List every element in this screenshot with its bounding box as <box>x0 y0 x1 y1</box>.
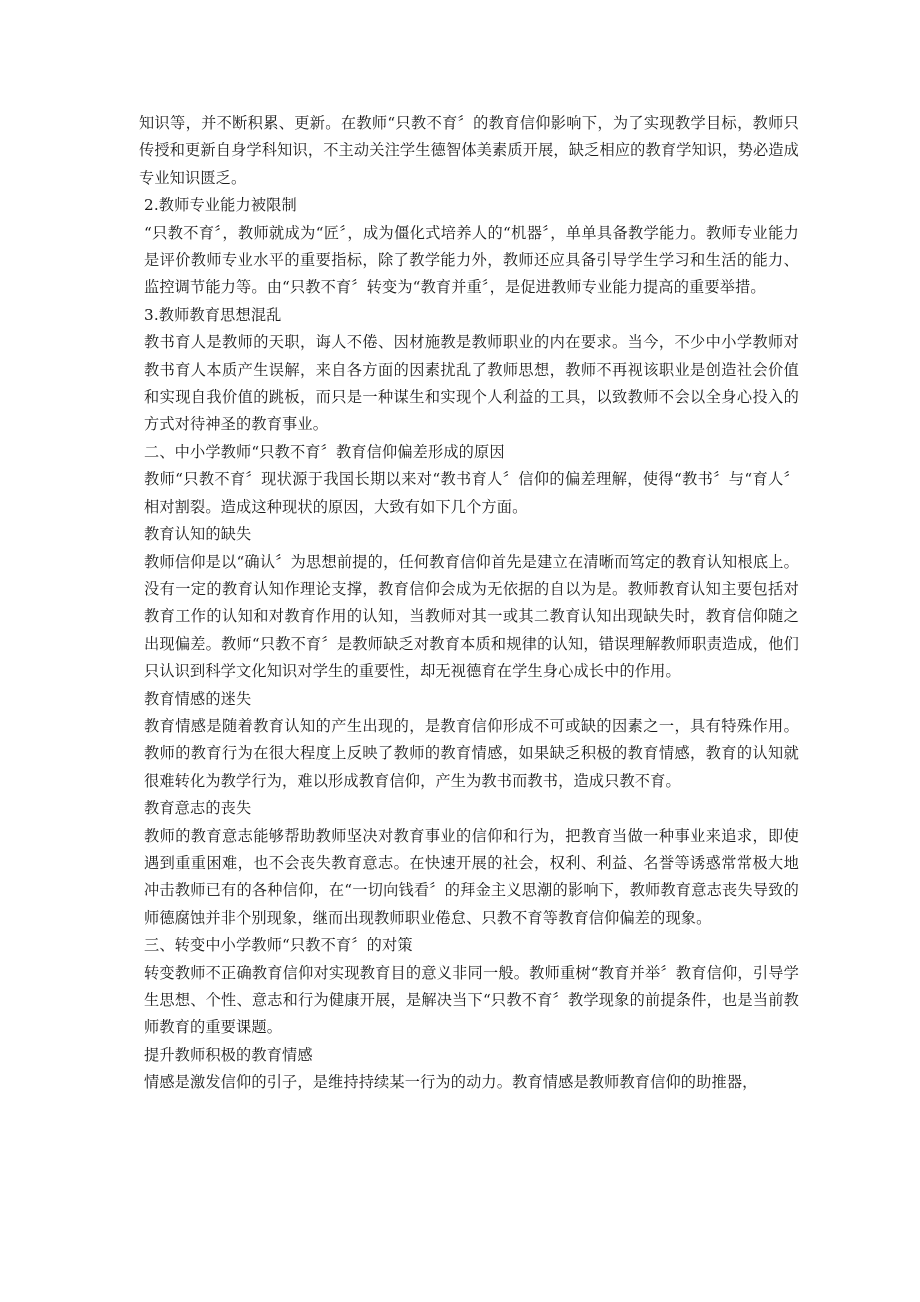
document-page <box>139 110 799 1097</box>
heading-emotion: 教育情感的迷失 <box>144 689 252 708</box>
paragraph-11: 教育情感是随着教育认知的产生出现的，是教育信仰形成不可或缺的因素之一，具有特殊作用。教师的教育行为在很大程度上反映了教师的教育情感，如果缺乏积极的教育情感，教育的认知就很难转化为教学行为，难以形成教育信仰，产生为教书而教书，造成只教不育。 <box>144 716 799 790</box>
heading-cognition: 教育认知的缺失 <box>144 525 252 544</box>
paragraph-1: 知识等，并不断积累、更新。在教师“只教不育〞的教育信仰影响下，为了实现教学目标，教师只传授和更新自身学科知识，不主动关注学生德智体美素质开展，缺乏相应的教育学知识，势必造成专业知识匮乏。 <box>139 114 799 187</box>
paragraph-9: 教师信仰是以“确认〞为思想前提的，任何教育信仰首先是建立在清晰而笃定的教育认知根底上。没有一定的教育认知作理论支撑，教育信仰会成为无依据的自以为是。教师教育认知主要包括对教育工作的认知和对教育作用的认知，当教师对其一或其二教育认知出现缺失时，教育信仰随之出现偏差。教师“只教不育〞是教师缺乏对教育本质和规律的认知，错误理解教师职责造成，他们只认识到科学文化知识对学生的重要性，却无视德育在学生身心成长中的作用。 <box>144 552 799 681</box>
paragraph-17: 情感是激发信仰的引子，是维持持续某一行为的动力。教育情感是教师教育信仰的助推器， <box>144 1073 758 1092</box>
section-heading-2: 二、中小学教师“只教不育〞教育信仰偏差形成的原因 <box>144 442 505 461</box>
paragraph-3: “只教不育〞，教师就成为“匠〞，成为僵化式培养人的“机器〞，单单具备教学能力。教师专业能力是评价教师专业水平的重要指标，除了教学能力外，教师还应具备引导学生学习和生活的能力、监控调节能力等。由“只教不育〞转变为“教育并重〞，是促进教师专业能力提高的重要举措。 <box>144 223 799 297</box>
paragraph-7: 教师“只教不育〞现状源于我国长期以来对“教书育人〞信仰的偏差理解，使得“教书〞与“育人〞相对割裂。造成这种现状的原因，大致有如下几个方面。 <box>144 470 799 516</box>
paragraph-15: 转变教师不正确教育信仰对实现教育目的意义非同一般。教师重树“教育并举〞教育信仰，引导学生思想、个性、意志和行为健康开展，是解决当下“只教不育〞教学现象的前提条件，也是当前教师教育的重要课题。 <box>144 963 799 1037</box>
heading-education-thought: 3.教师教育思想混乱 <box>144 305 282 324</box>
heading-improve-emotion: 提升教师积极的教育情感 <box>144 1045 313 1064</box>
paragraph-5: 教书育人是教师的天职，诲人不倦、因材施教是教师职业的内在要求。当今，不少中小学教师对教书育人本质产生误解，来自各方面的因素扰乱了教师思想，教师不再视该职业是创造社会价值和实现自我价值的跳板，而只是一种谋生和实现个人利益的工具，以致教师不会以全身心投入的方式对待神圣的教育事业。 <box>144 333 799 434</box>
heading-professional-ability: 2.教师专业能力被限制 <box>144 196 297 215</box>
paragraph-13: 教师的教育意志能够帮助教师坚决对教育事业的信仰和行为，把教育当做一种事业来追求，即使遇到重重困难，也不会丧失教育意志。在快速开展的社会，权利、利益、名誉等诱惑常常极大地冲击教师已有的各种信仰，在“一切向钱看〞的拜金主义思潮的影响下，教师教育意志丧失导致的师德腐蚀并非个别现象，继而出现教师职业倦怠、只教不育等教育信仰偏差的现象。 <box>144 826 799 927</box>
heading-will: 教育意志的丧失 <box>144 799 252 818</box>
section-heading-3: 三、转变中小学教师“只教不育〞的对策 <box>144 936 413 955</box>
